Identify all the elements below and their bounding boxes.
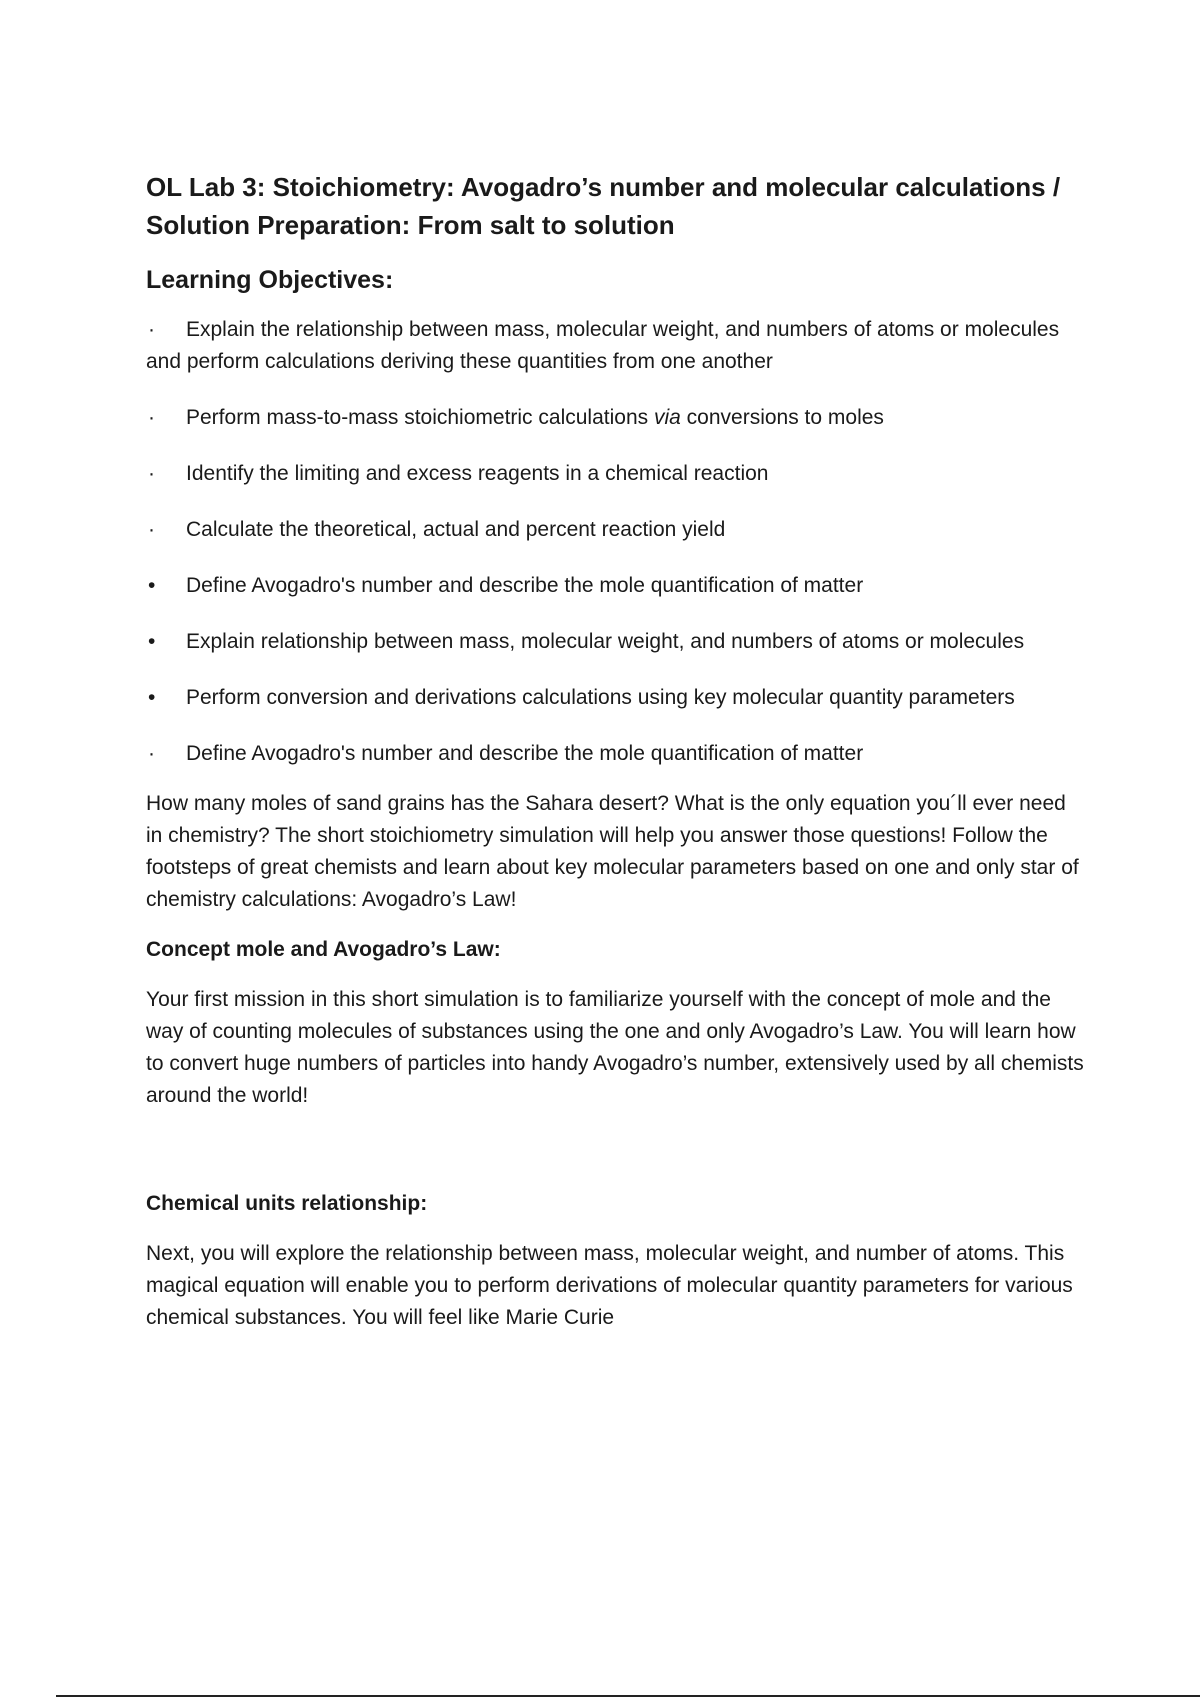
list-item xyxy=(146,514,1086,546)
list-item xyxy=(146,626,1086,658)
concept-paragraph: Your first mission in this short simulation is to familiarize yourself with the concept of mole and the way of counting molecules of substances using the one and only Avogadro’s Law. You will learn how to convert huge numbers of particles into handy Avogadro’s number, extensively used by all chemists around the world! xyxy=(146,988,1084,1107)
list-item xyxy=(146,314,1086,378)
bullet-icon: • xyxy=(148,574,156,597)
bullet-icon: · xyxy=(148,318,155,341)
intro-paragraph: How many moles of sand grains has the Sahara desert? What is the only equation you´ll ever need in chemistry? The short stoichiometry simulation will help you answer those questions! Follow the footsteps of great chemists and learn about key molecular parameters based on one and only star of chemistry calculations: Avogadro’s Law! xyxy=(146,792,1079,911)
units-heading: Chemical units relationship: xyxy=(146,1192,428,1215)
objective-text: Define Avogadro's number and describe the mole quantification of matter xyxy=(186,574,864,597)
bullet-icon: · xyxy=(148,518,155,541)
objective-text: Define Avogadro's number and describe the mole quantification of matter xyxy=(186,742,864,765)
objectives-list xyxy=(146,314,1086,770)
objective-text: Calculate the theoretical, actual and percent reaction yield xyxy=(186,518,726,541)
list-item xyxy=(146,738,1086,770)
list-item xyxy=(146,402,1086,434)
concept-heading: Concept mole and Avogadro’s Law: xyxy=(146,938,501,961)
objective-text: Identify the limiting and excess reagents in a chemical reaction xyxy=(186,462,769,485)
objective-text: Perform mass-to-mass stoichiometric calculations xyxy=(186,406,654,429)
list-item xyxy=(146,570,1086,602)
bullet-icon: · xyxy=(148,462,155,485)
bullet-icon: · xyxy=(148,406,155,429)
units-paragraph: Next, you will explore the relationship between mass, molecular weight, and number of atoms. This magical equation will enable you to perform derivations of molecular quantity parameters for various chemical substances. You will feel like Marie Curie xyxy=(146,1242,1073,1329)
objective-text-end: conversions to moles xyxy=(680,406,884,429)
learning-objectives-heading: Learning Objectives: xyxy=(146,266,394,294)
list-item xyxy=(146,682,1086,714)
bullet-icon: · xyxy=(148,742,155,765)
bullet-icon: • xyxy=(148,686,156,709)
document-title: OL Lab 3: Stoichiometry: Avogadro’s number and molecular calculations / Solution Preparation: From salt to solution xyxy=(146,172,1061,240)
list-item xyxy=(146,458,1086,490)
bullet-icon: • xyxy=(148,630,156,653)
document-page xyxy=(146,168,1086,1334)
objective-text: Explain relationship between mass, molecular weight, and numbers of atoms or molecules xyxy=(186,630,1025,653)
objective-text-italic: via xyxy=(653,406,681,429)
objective-text: Perform conversion and derivations calculations using key molecular quantity parameters xyxy=(186,686,1015,709)
footer-divider xyxy=(56,1695,1200,1697)
objective-text: Explain the relationship between mass, molecular weight, and numbers of atoms or molecules and perform calculations deriving these quantities from one another xyxy=(146,318,1060,373)
